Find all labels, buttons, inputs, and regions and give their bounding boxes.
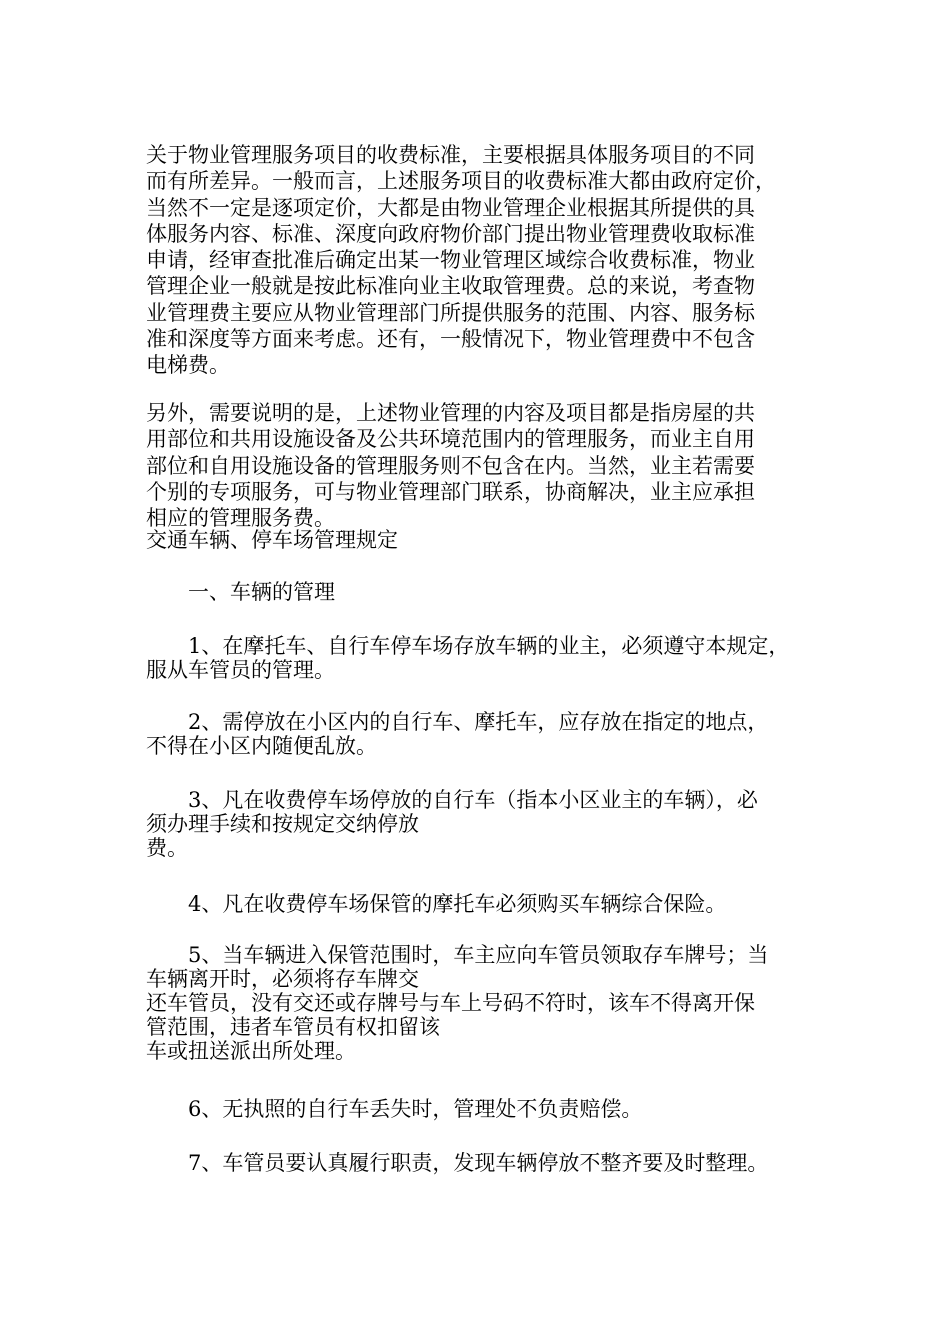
rule-item-6: [146, 1097, 826, 1121]
heading: 交通车辆、停车场管理规定: [146, 528, 398, 552]
intro-paragraph: [146, 142, 826, 379]
text-line: 不得在小区内随便乱放。: [146, 734, 377, 758]
section-heading: [146, 579, 826, 605]
text-line: 须办理手续和按规定交纳停放: [146, 812, 419, 836]
text-line: 1、在摩托车、自行车停车场存放车辆的业主，必须遵守本规定，: [146, 634, 790, 658]
section-title: 一、车辆的管理: [146, 580, 335, 604]
text-line: 还车管员，没有交还或存牌号与车上号码不符时，该车不得离开保: [146, 991, 755, 1015]
text-line: 4、凡在收费停车场保管的摩托车必须购买车辆综合保险。: [146, 892, 727, 916]
rule-item-2: [146, 710, 826, 758]
text-line: 管范围，违者车管员有权扣留该: [146, 1015, 440, 1039]
text-line: 5、当车辆进入保管范围时，车主应向车管员领取存车牌号；当: [146, 943, 769, 967]
text-line: 准和深度等方面来考虑。还有，一般情况下，物业管理费中不包含: [146, 327, 755, 352]
text-line: 电梯费。: [146, 353, 230, 378]
rule-item-5: [146, 943, 826, 1063]
text-line: 服从车管员的管理。: [146, 658, 335, 682]
text-line: 车辆离开时，必须将存车牌交: [146, 967, 419, 991]
text-line: 关于物业管理服务项目的收费标准，主要根据具体服务项目的不同: [146, 143, 755, 167]
rule-item-1: [146, 634, 826, 682]
text-line: 部位和自用设施设备的管理服务则不包含在内。当然，业主若需要: [146, 453, 755, 478]
text-line: 而有所差异。一般而言，上述服务项目的收费标准大都由政府定价，: [146, 169, 776, 194]
text-line: 管理企业一般就是按此标准向业主收取管理费。总的来说，考查物: [146, 274, 755, 299]
text-line: 6、无执照的自行车丢失时，管理处不负责赔偿。: [146, 1097, 643, 1121]
text-line: 个别的专项服务，可与物业管理部门联系，协商解决，业主应承担: [146, 479, 755, 504]
text-line: 相应的管理服务费。: [146, 506, 335, 531]
text-line: 业管理费主要应从物业管理部门所提供服务的范围、内容、服务标: [146, 300, 755, 325]
text-line: 3、凡在收费停车场停放的自行车（指本小区业主的车辆），必: [146, 788, 758, 812]
text-line: 当然不一定是逐项定价，大都是由物业管理企业根据其所提供的具: [146, 195, 755, 220]
text-line: 费。: [146, 836, 188, 860]
rule-item-4: [146, 892, 826, 916]
text-line: 体服务内容、标准、深度向政府物价部门提出物业管理费收取标准: [146, 221, 755, 246]
note-paragraph: [146, 400, 826, 531]
regulation-title: [146, 527, 826, 553]
text-line: 车或扭送派出所处理。: [146, 1039, 356, 1063]
rule-item-3: [146, 788, 826, 860]
text-line: 用部位和共用设施设备及公共环境范围内的管理服务，而业主自用: [146, 427, 755, 452]
rule-item-7: [146, 1151, 826, 1175]
text-line: 另外，需要说明的是，上述物业管理的内容及项目都是指房屋的共: [146, 401, 755, 425]
text-line: 7、车管员要认真履行职责，发现车辆停放不整齐要及时整理。: [146, 1151, 769, 1175]
text-line: 申请，经审查批准后确定出某一物业管理区域综合收费标准，物业: [146, 248, 755, 273]
text-line: 2、需停放在小区内的自行车、摩托车，应存放在指定的地点，: [146, 710, 769, 734]
